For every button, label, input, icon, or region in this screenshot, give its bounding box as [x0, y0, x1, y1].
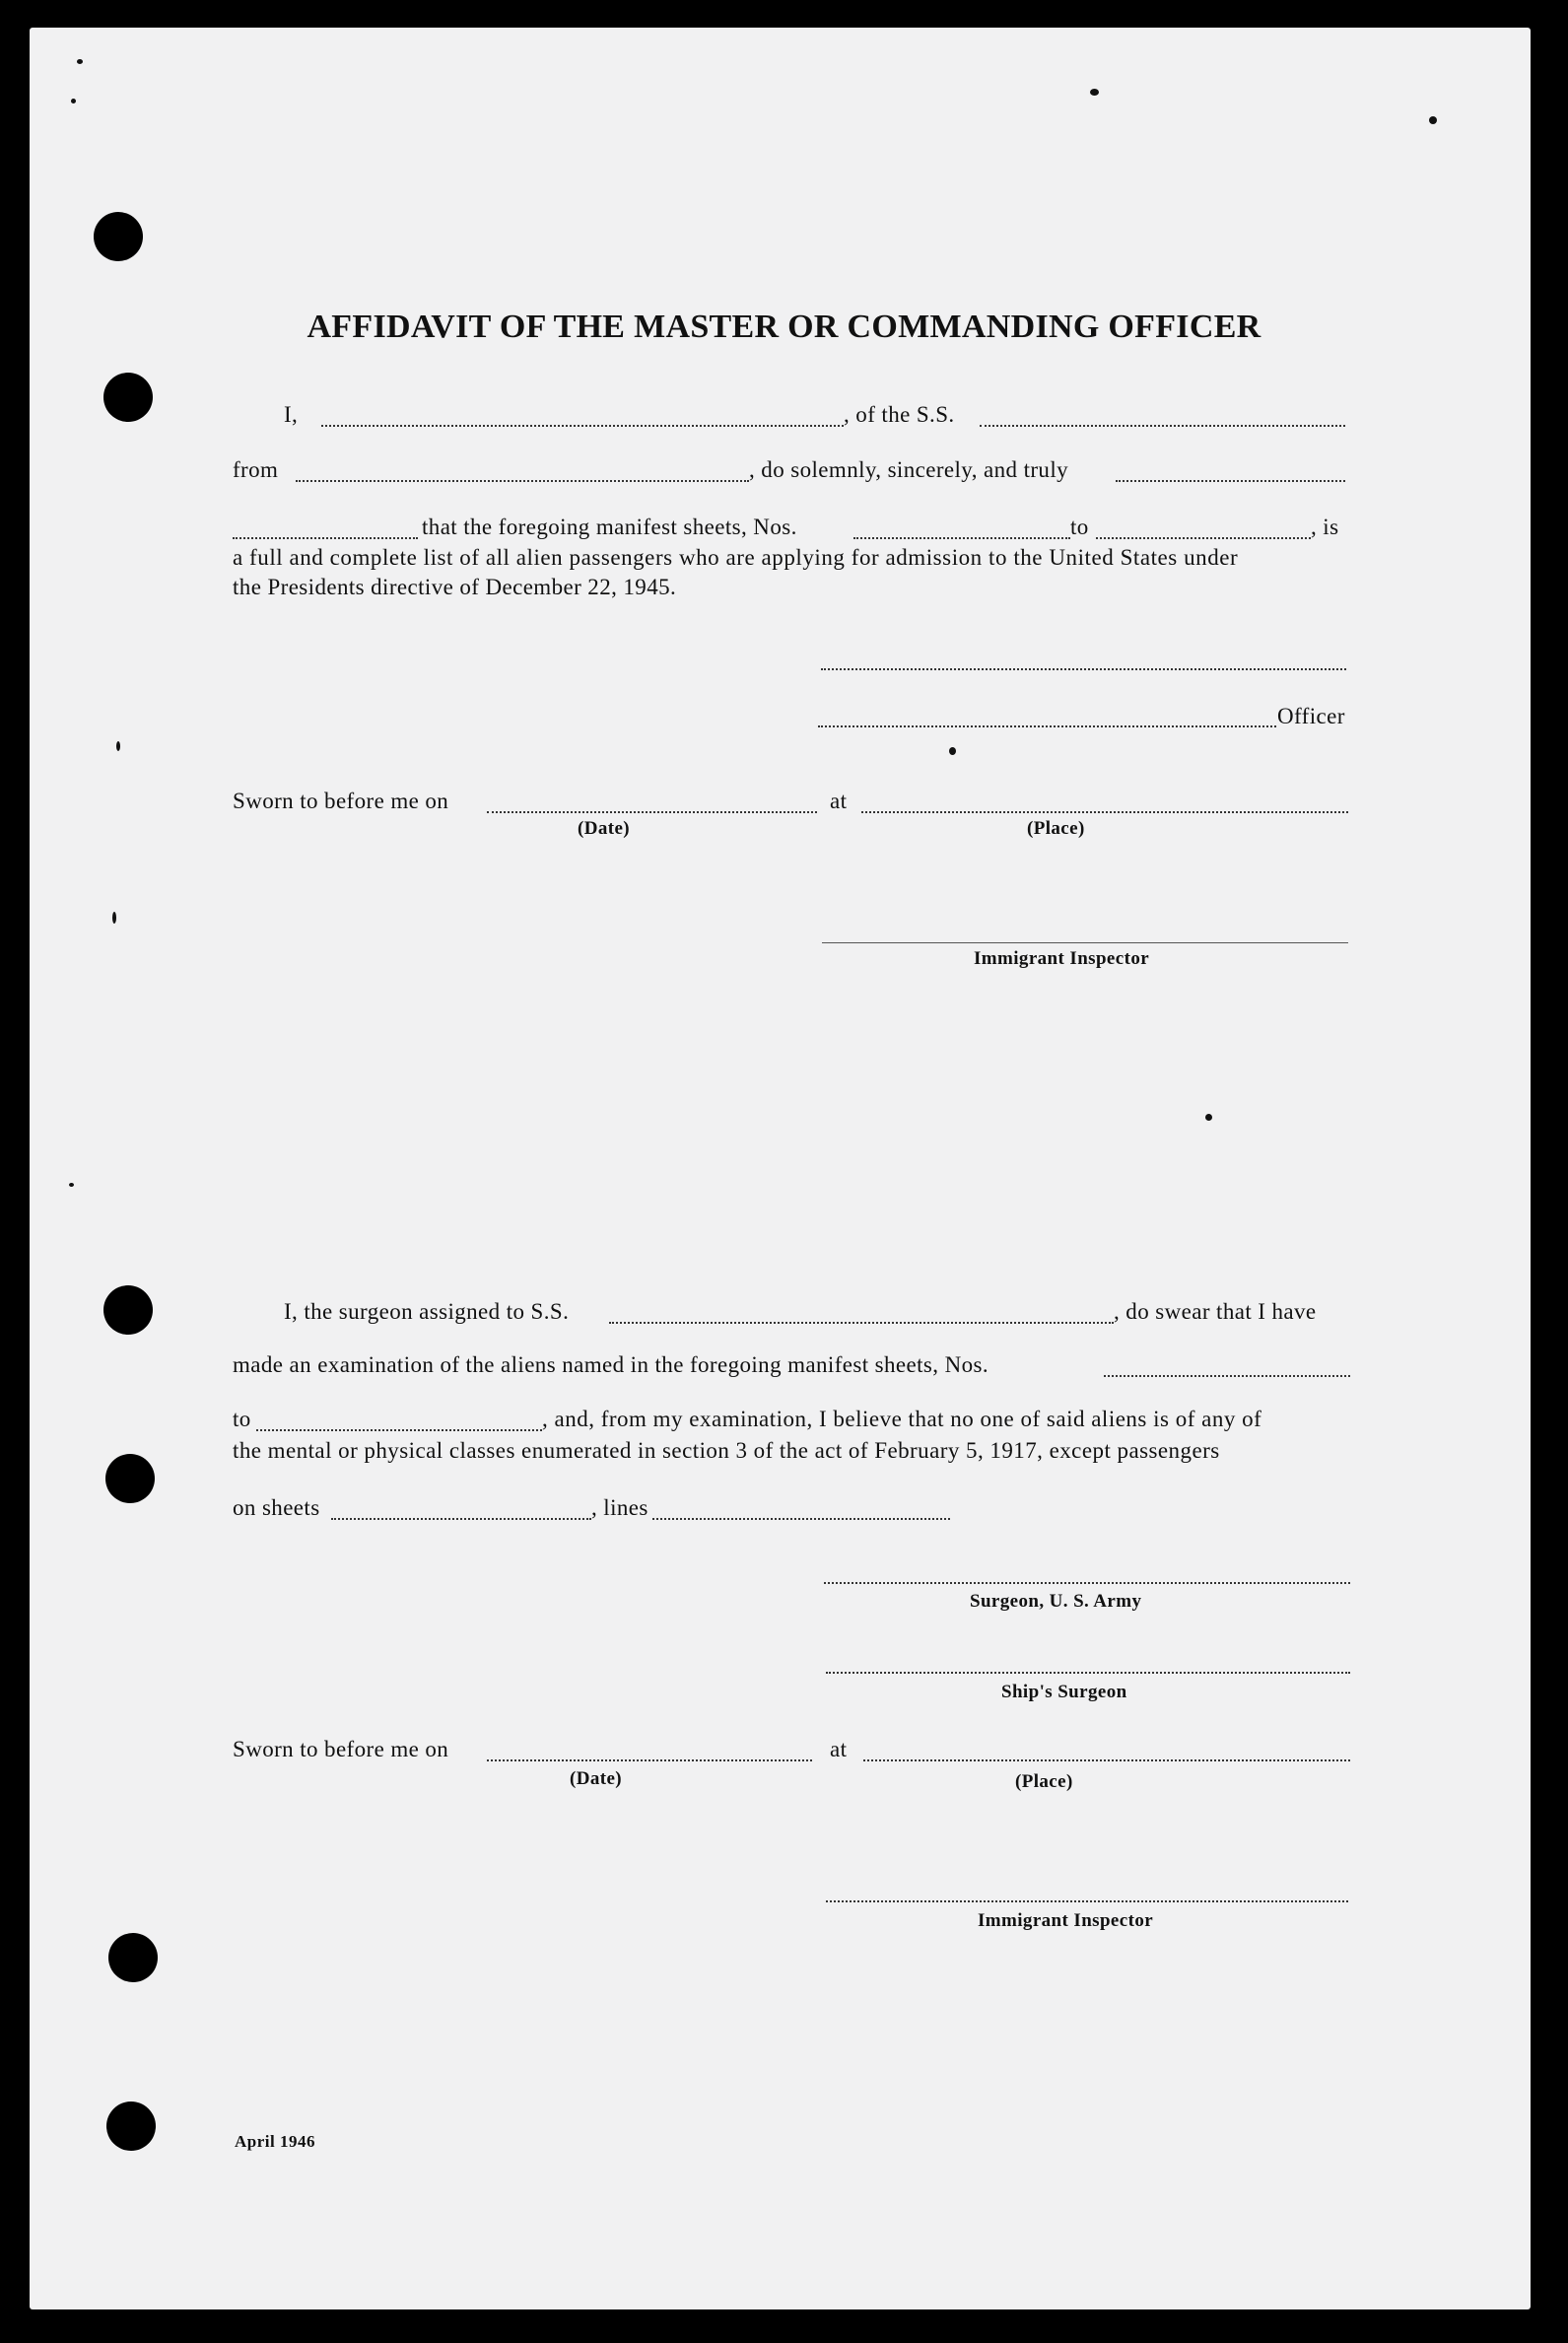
- surgeon-at-label: at: [830, 1737, 848, 1761]
- surgeon-to-label: to: [233, 1407, 251, 1431]
- sheet-from-field[interactable]: [853, 537, 1070, 539]
- ship-surgeon-caption: Ship's Surgeon: [1001, 1682, 1127, 1702]
- punch-hole: [106, 2102, 156, 2151]
- oath-word-field[interactable]: [1116, 480, 1345, 482]
- oath-word-field-2[interactable]: [233, 537, 418, 539]
- surgeon-line-3: , and, from my examination, I believe that no one of said aliens is of any of: [542, 1407, 1262, 1431]
- on-sheets-label: on sheets: [233, 1495, 320, 1520]
- form-date: April 1946: [235, 2132, 315, 2151]
- officer-label: Officer: [1277, 704, 1345, 728]
- ship-surgeon-signature-line[interactable]: [826, 1672, 1350, 1674]
- speck: [1429, 116, 1437, 124]
- surgeon-ship-field[interactable]: [609, 1322, 1114, 1324]
- master-name-field[interactable]: [321, 425, 844, 427]
- surgeon-sworn-label: Sworn to before me on: [233, 1737, 449, 1761]
- surgeon-inspector-caption: Immigrant Inspector: [978, 1910, 1154, 1931]
- speck: [112, 912, 116, 924]
- speck: [77, 59, 83, 64]
- to-label: to: [1070, 515, 1089, 539]
- surgeon-line-2: made an examination of the aliens named in the foregoing manifest sheets, Nos.: [233, 1352, 989, 1377]
- form-title: AFFIDAVIT OF THE MASTER OR COMMANDING OFFICER: [307, 309, 1261, 345]
- surgeon-line-1b: , do swear that I have: [1114, 1299, 1317, 1324]
- solemnly-label: , do solemnly, sincerely, and truly: [749, 457, 1069, 482]
- from-port-field[interactable]: [296, 480, 749, 482]
- surgeon-sworn-place-field[interactable]: [863, 1759, 1350, 1761]
- army-surgeon-caption: Surgeon, U. S. Army: [970, 1591, 1142, 1612]
- ship-name-field[interactable]: [980, 425, 1345, 427]
- army-surgeon-signature-line[interactable]: [824, 1582, 1350, 1584]
- speck: [949, 747, 956, 755]
- from-label: from: [233, 457, 279, 482]
- form-sheet: [30, 28, 1531, 2309]
- surgeon-sheet-to-field[interactable]: [256, 1429, 542, 1431]
- date-caption: (Date): [578, 818, 631, 839]
- surgeon-inspector-signature-line[interactable]: [826, 1900, 1348, 1902]
- speck: [71, 99, 76, 103]
- speck: [1090, 89, 1099, 96]
- except-lines-field[interactable]: [652, 1518, 950, 1520]
- punch-hole: [103, 1285, 153, 1335]
- speck: [1205, 1114, 1212, 1121]
- inspector-caption: Immigrant Inspector: [974, 948, 1150, 969]
- surgeon-line-4: the mental or physical classes enumerated in section 3 of the act of February 5, 1917, except passengers: [233, 1438, 1220, 1463]
- surgeon-sworn-date-field[interactable]: [487, 1759, 812, 1761]
- except-sheets-field[interactable]: [331, 1518, 591, 1520]
- of-ss-label: , of the S.S.: [844, 402, 955, 427]
- affidavit-text-line: a full and complete list of all alien passengers who are applying for admission to the United States under: [233, 545, 1239, 570]
- surgeon-place-caption: (Place): [1015, 1771, 1073, 1792]
- affidavit-i-label: I,: [284, 402, 299, 427]
- surgeon-line-1a: I, the surgeon assigned to S.S.: [284, 1299, 570, 1324]
- officer-signature-line-1[interactable]: [821, 668, 1346, 670]
- sworn-label: Sworn to before me on: [233, 789, 449, 813]
- manifest-sheets-label: that the foregoing manifest sheets, Nos.: [422, 515, 797, 539]
- sworn-date-field[interactable]: [487, 811, 817, 813]
- speck: [69, 1183, 74, 1187]
- officer-signature-line-2[interactable]: [818, 725, 1276, 727]
- lines-label: , lines: [591, 1495, 648, 1520]
- sheet-to-field[interactable]: [1096, 537, 1311, 539]
- sworn-place-field[interactable]: [861, 811, 1348, 813]
- inspector-signature-line[interactable]: [822, 942, 1348, 943]
- place-caption: (Place): [1027, 818, 1085, 839]
- punch-hole: [105, 1454, 155, 1503]
- speck: [116, 741, 120, 751]
- at-label: at: [830, 789, 848, 813]
- punch-hole: [103, 373, 153, 422]
- surgeon-date-caption: (Date): [570, 1768, 623, 1789]
- punch-hole: [108, 1933, 158, 1982]
- is-label: , is: [1311, 515, 1339, 539]
- punch-hole: [94, 212, 143, 261]
- affidavit-text-line: the Presidents directive of December 22, 1945.: [233, 575, 677, 599]
- surgeon-sheet-from-field[interactable]: [1104, 1375, 1350, 1377]
